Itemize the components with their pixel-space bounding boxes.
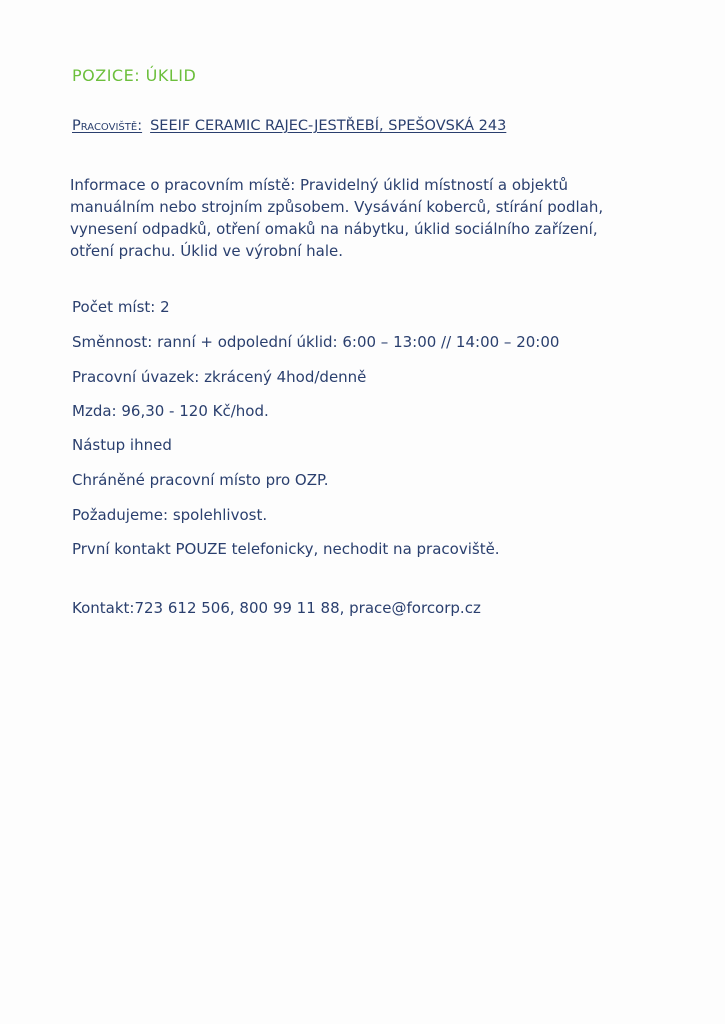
contact-info: Kontakt:723 612 506, 800 99 11 88, prace@forcorp.cz — [72, 599, 481, 617]
positions-count: Počet míst: 2 — [72, 298, 170, 316]
workplace-label: Pracoviště: — [72, 118, 143, 134]
workplace-heading — [72, 118, 506, 134]
start-date: Nástup ihned — [72, 436, 172, 454]
first-contact-note: První kontakt POUZE telefonicky, nechodit na pracoviště. — [72, 540, 500, 558]
protected-position-note: Chráněné pracovní místo pro OZP. — [72, 471, 329, 489]
job-description: Informace o pracovním místě: Pravidelný úklid místností a objektů manuálním nebo strojním způsobem. Vysávání koberců, stírání podlah, vynesení odpadků, otření omaků na nábytku, úklid sociálního zařízení, otření prachu. Úklid ve výrobní hale. — [70, 176, 604, 260]
position-title: POZICE: ÚKLID — [72, 66, 197, 85]
requirements: Požadujeme: spolehlivost. — [72, 506, 268, 524]
shift-schedule: Směnnost: ranní + odpolední úklid: 6:00 – 13:00 // 14:00 – 20:00 — [72, 333, 560, 351]
workload: Pracovní úvazek: zkrácený 4hod/denně — [72, 368, 367, 386]
salary: Mzda: 96,30 - 120 Kč/hod. — [72, 402, 269, 420]
workplace-value: SEEIF CERAMIC RAJEC-JESTŘEBÍ, SPEŠOVSKÁ 243 — [150, 118, 507, 134]
